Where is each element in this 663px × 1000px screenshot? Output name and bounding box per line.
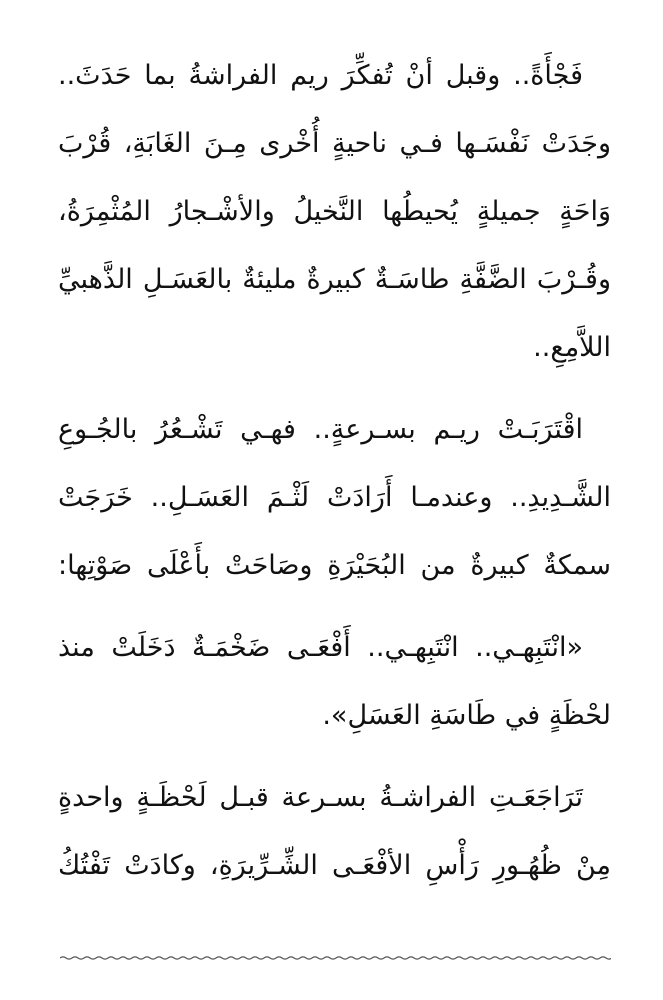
text-line: لحْظَةٍ في طَاسَةِ العَسَلِ». [322,700,611,731]
story-text [58,42,611,900]
text-line: وقُـرْبَ الضَّفَّةِ طاسَـةٌ كبيرةٌ مليئةٌ بالعَسَـلِ الذَّهبيِّ [58,264,611,295]
text-line: الشَّـدِيدِ.. وعندمـا أَرَادَتْ لَثْـمَ العَسَـلِ.. خَرَجَتْ [58,482,611,513]
text-line: تَرَاجَعَـتِ الفراشـةُ بسـرعة قبـل لَحْظَـةٍ واحدةٍ [58,782,583,813]
paragraph-gap [58,382,611,396]
paragraph-2 [58,396,611,600]
text-line: اقْتَرَبَـتْ ريـم بسـرعةٍ.. فهـي تَشْـعُرُ بالجُـوعِ [58,414,583,445]
text-line: فَجْأَةً.. وقبل أنْ تُفكِّرَ ريم الفراشةُ بما حَدَثَ.. [58,60,583,91]
paragraph-gap [58,600,611,614]
wavy-line-icon [60,952,611,964]
text-line: وَاحَةٍ جميلةٍ يُحيطُها النَّخيلُ والأشْـجارُ المُثْمِرَةُ، [58,196,611,227]
text-line: سمكةٌ كبيرةٌ من البُحَيْرَةِ وصَاحَتْ بأَعْلَى صَوْتِها: [58,550,611,581]
paragraph-3 [58,614,611,750]
text-line: اللاَّمِعِ.. [533,332,611,363]
paragraph-1 [58,42,611,382]
wavy-divider [60,952,611,964]
text-line: مِنْ ظُهُـورِ رَأْسِ الأفْعَـى الشِّـرِّيرَةِ، وكادَتْ تَفْتُكُ [58,850,611,881]
paragraph-gap [58,750,611,764]
text-line: «انْتَبِهـي.. انْتَبِهـي.. أَفْعَـى ضَخْمَـةٌ دَخَلَتْ منذ [58,632,583,663]
paragraph-4 [58,764,611,900]
text-line: وجَدَتْ نَفْسَـها فـي ناحيةٍ أُخْرى مِـنَ الغَابَةِ، قُرْبَ [58,128,611,159]
